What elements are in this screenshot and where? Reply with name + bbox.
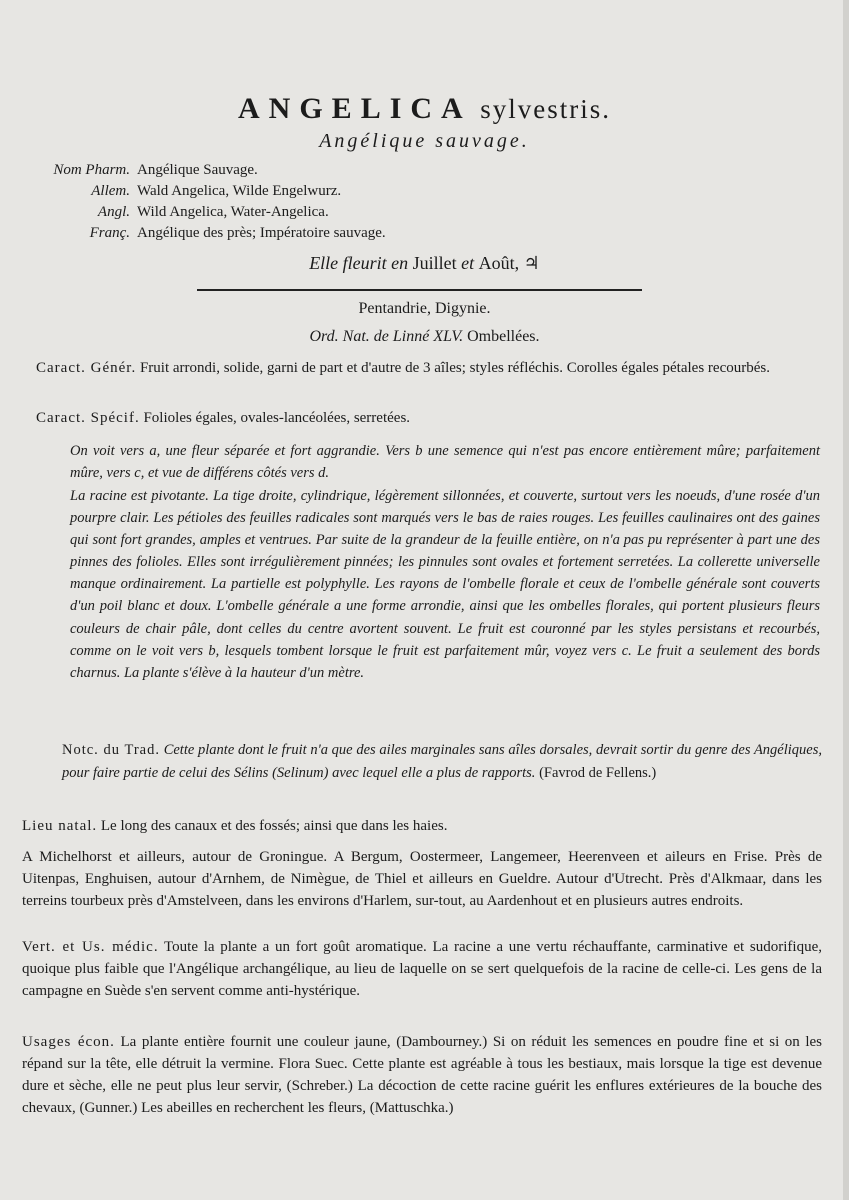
flowering-month: Juillet bbox=[412, 253, 457, 273]
name-label: Franç. bbox=[89, 225, 130, 241]
name-row bbox=[20, 202, 840, 223]
divider bbox=[197, 289, 642, 291]
common-names bbox=[20, 160, 840, 244]
flowering-month2: Août, bbox=[478, 253, 520, 273]
title-species: sylvestris. bbox=[480, 94, 611, 124]
page-edge bbox=[843, 0, 849, 1200]
name-value: Angélique Sauvage. bbox=[137, 162, 258, 178]
section-text: La plante entière fournit une couleur jaune, (Dambourney.) Si on réduit les semences en poudre fine et si on les répand sur la tête, elle détruit la vermine. Flora Suec. Cette plante est agréable à tous les bestiaux, mais lorsque la tige est devenue dure et sèche, elle ne peut plus leur servir, (Schreber.) La décoction de cette racine guérit les enflures extérieures de la bouche des chevaux, (Gunner.) Les abeilles en recherchent les fleurs, (Mattuschka.) bbox=[22, 1034, 823, 1116]
medical-uses bbox=[22, 936, 822, 1002]
name-label: Allem. bbox=[91, 183, 130, 199]
section-head: Usages écon. bbox=[22, 1034, 115, 1050]
section-head: Vert. et Us. médic. bbox=[22, 939, 159, 955]
section-text: Fruit arrondi, solide, garni de part et d'autre de 3 aîles; styles réfléchis. Corolles égales pétales recourbés. bbox=[139, 360, 770, 376]
generic-characters bbox=[36, 358, 826, 379]
name-value: Wild Angelica, Water-Angelica. bbox=[137, 204, 329, 220]
note-author: (Favrod de Fellens.) bbox=[539, 764, 657, 781]
page-subtitle: Angélique sauvage. bbox=[319, 130, 530, 152]
name-value: Angélique des près; Impératoire sauvage. bbox=[137, 225, 386, 241]
name-row bbox=[20, 223, 840, 244]
native-habitat bbox=[22, 816, 828, 837]
name-label: Nom Pharm. bbox=[53, 162, 130, 178]
perennial-symbol: ♃ bbox=[523, 253, 540, 273]
title-genus: ANGELICA bbox=[238, 92, 472, 125]
section-text: Toute la plante a un fort goût aromatique. La racine a une vertu réchauffante, carminative et sudorifique, quoique plus faible que l'Angélique archangélique, au lieu de laquelle on se sert quelquefois de la racine de celle-ci. Les gens de la campagne en Suède s'en servent comme anti-hystérique. bbox=[22, 939, 823, 999]
natural-order bbox=[0, 328, 849, 346]
section-text: Cette plante dont le fruit n'a que des ailes marginales sans aîles dorsales, devrait sortir du genre des Angéliques, pour faire partie de celui des Sélins (Selinum) avec lequel elle a plus de rapports. bbox=[62, 742, 822, 781]
name-row bbox=[20, 160, 840, 181]
section-head: Notc. du Trad. bbox=[62, 742, 160, 758]
page-title bbox=[0, 92, 849, 126]
translator-note bbox=[62, 739, 822, 784]
section-head: Caract. Spécif. bbox=[36, 410, 140, 426]
section-text: Le long des canaux et des fossés; ainsi que dans les haies. bbox=[100, 818, 448, 834]
flowering-conj: et bbox=[461, 253, 475, 273]
section-head: Lieu natal. bbox=[22, 818, 98, 834]
name-value: Wald Angelica, Wilde Engelwurz. bbox=[137, 183, 342, 199]
section-text: Folioles égales, ovales-lancéolées, serretées. bbox=[143, 410, 411, 426]
name-row bbox=[20, 181, 840, 202]
figure-description: On voit vers a, une fleur séparée et fort aggrandie. Vers b une semence qui n'est pas encore entièrement mûre; parfaitement mûre, vers c, et vue de différens côtés vers d. bbox=[70, 443, 820, 482]
section-head: Caract. Génér. bbox=[36, 360, 137, 376]
specific-characters bbox=[36, 408, 826, 429]
economic-uses bbox=[22, 1031, 822, 1119]
classification-line: Pentandrie, Digynie. bbox=[358, 300, 491, 317]
localities: A Michelhorst et ailleurs, autour de Groningue. A Bergum, Oostermeer, Langemeer, Heerenveen et aileurs en Frise. Près de Uitenpas, Enghuisen, autour d'Arnhem, de Nimègue, de Thiel et ailleurs en Gueldre. Autour d'Utrecht. Près d'Alkmaar, dans les terreins tourbeux près d'Amstelveen, dans les environs d'Harlem, sur-tout, au Aardenhout et en plusieurs autres endroits. bbox=[22, 849, 822, 909]
flowering-prefix: Elle fleurit en bbox=[309, 253, 409, 273]
order-label: Ord. Nat. de Linné XLV. bbox=[309, 328, 464, 345]
flowering-time bbox=[0, 253, 849, 274]
name-label: Angl. bbox=[97, 204, 130, 220]
plant-description: La racine est pivotante. La tige droite, cylindrique, légèrement sillonnées, et couverte, surtout vers les noeuds, d'une rosée d'un pourpre clair. Les pétioles des feuilles radicales sont marqués vers le bas de raies rouges. Les feuilles caulinaires ont des gaines qui sont fort grandes, amples et ventrues. Par suite de la grandeur de la feuille entière, on n'a pas pu représenter à part une des pinnes des folioles. Elles sont irrégulièrement pinnées; les pinnules sont ovales et fortement serretées. La collerette universelle manque ordinairement. La partielle est polyphylle. Les rayons de l'ombelle florale et ceux de l'ombelle générale sont couverts d'un poil blanc et doux. L'ombelle générale a une forme arrondie, ainsi que les ombelles florales, qui portent plusieurs fleurs couleurs de chair pâle, dont celles du centre avortent souvent. Le fruit est couronné par les styles persistans et recourbés, comme on le voit vers b, lesquels tombent lorsque le fruit est parfaitement mûr, voyez vers c. Le fruit a seulement des bords charnus. La plante s'élève à la hauteur d'un mètre. bbox=[70, 488, 820, 681]
order-value: Ombellées. bbox=[467, 328, 540, 345]
